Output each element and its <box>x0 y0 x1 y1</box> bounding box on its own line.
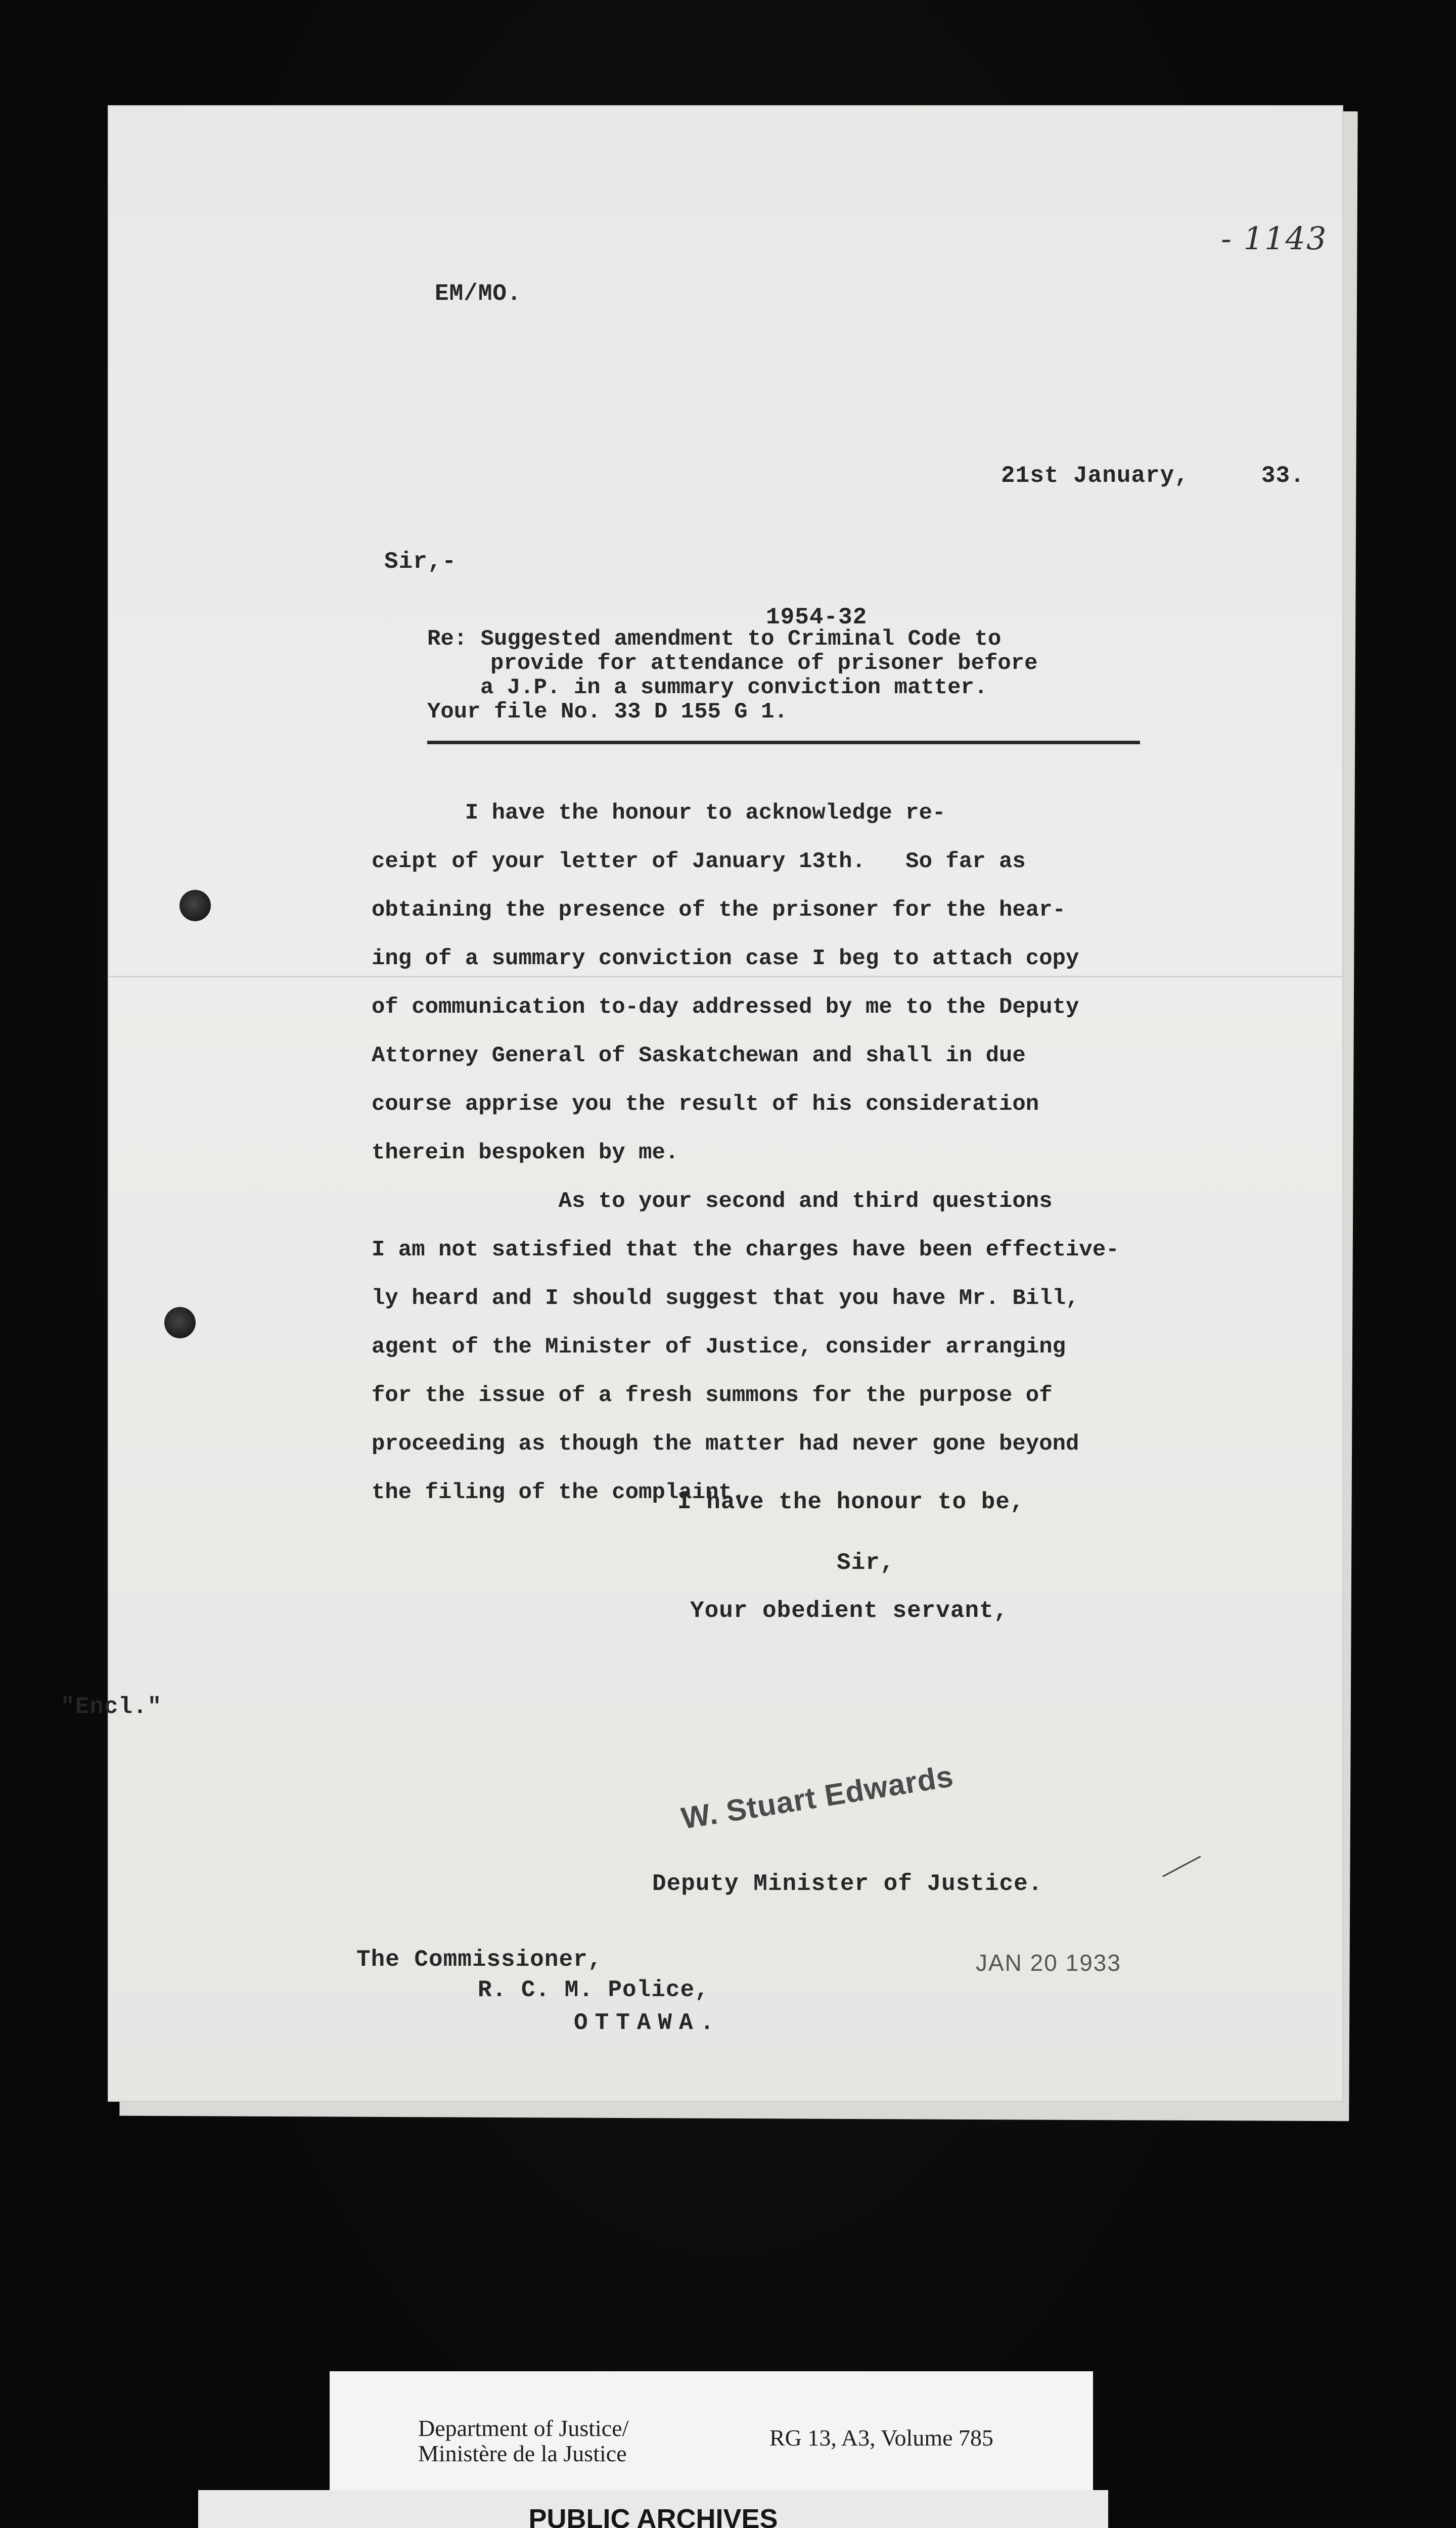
archive-reference-label <box>330 2371 1093 2493</box>
closing-line: Sir, <box>837 1550 895 1576</box>
body-line: ing of a summary conviction case I beg to attach copy <box>372 946 1079 971</box>
public-archives-stamp <box>198 2490 1108 2528</box>
subject-file-reference: Your file No. 33 D 155 G 1. <box>427 699 788 725</box>
subject-line: provide for attendance of prisoner before <box>490 651 1038 676</box>
body-line: the filing of the complaint. <box>372 1480 746 1505</box>
salutation: Sir,- <box>384 549 457 575</box>
file-number: 1954-32 <box>766 604 868 630</box>
body-line: therein bespoken by me. <box>372 1140 679 1165</box>
letter-body <box>372 789 1357 1517</box>
body-line: As to your second and third questions <box>372 1189 1053 1214</box>
body-line: for the issue of a fresh summons for the purpose of <box>372 1383 1053 1408</box>
body-line: agent of the Minister of Justice, consider arranging <box>372 1334 1066 1360</box>
punch-hole-icon <box>179 890 211 921</box>
enclosure-note: "Encl." <box>61 1694 162 1720</box>
subject-underline <box>427 741 1140 744</box>
department-line: Department of Justice/ <box>418 2415 629 2441</box>
body-line: Attorney General of Saskatchewan and shall in due <box>372 1043 1026 1068</box>
subject-line: a J.P. in a summary conviction matter. <box>480 675 988 700</box>
signer-title: Deputy Minister of Justice. <box>652 1871 1043 1897</box>
stamp-line: PUBLIC ARCHIVES <box>528 2504 778 2528</box>
closing-line: Your obedient servant, <box>690 1598 1009 1624</box>
signature-stamp: W. Stuart Edwards <box>679 1758 956 1836</box>
typist-initials: EM/MO. <box>435 281 522 307</box>
body-line: course apprise you the result of his consideration <box>372 1092 1039 1117</box>
date-received-stamp: JAN 20 1933 <box>976 1950 1121 1976</box>
closing-line: I have the honour to be, <box>677 1489 1025 1515</box>
addressee-line: The Commissioner, <box>356 1947 603 1973</box>
body-line: ly heard and I should suggest that you have Mr. Bill, <box>372 1286 1079 1311</box>
pen-mark <box>1162 1856 1201 1877</box>
body-line: proceeding as though the matter had never gone beyond <box>372 1431 1079 1457</box>
punch-hole-icon <box>164 1307 196 1338</box>
body-line: ceipt of your letter of January 13th. So far as <box>372 849 1026 874</box>
addressee-line: R. C. M. Police, <box>478 1977 709 2003</box>
department-name <box>418 2416 628 2466</box>
addressee-line: OTTAWA. <box>574 2010 721 2036</box>
subject-line: Re: Suggested amendment to Criminal Code to <box>427 626 1002 652</box>
department-line: Ministère de la Justice <box>418 2441 627 2466</box>
subject-block <box>427 627 1125 724</box>
body-line: I have the honour to acknowledge re- <box>372 800 946 826</box>
handwritten-reference-number: - 1143 <box>1221 220 1328 257</box>
record-group-reference: RG 13, A3, Volume 785 <box>769 2425 994 2451</box>
letter-page <box>61 106 1342 2101</box>
body-line: of communication to-day addressed by me to the Deputy <box>372 995 1079 1020</box>
body-line: obtaining the presence of the prisoner for the hear- <box>372 897 1066 923</box>
letter-date: 21st January, 33. <box>1001 463 1305 489</box>
body-line: I am not satisfied that the charges have been effective- <box>372 1237 1119 1262</box>
